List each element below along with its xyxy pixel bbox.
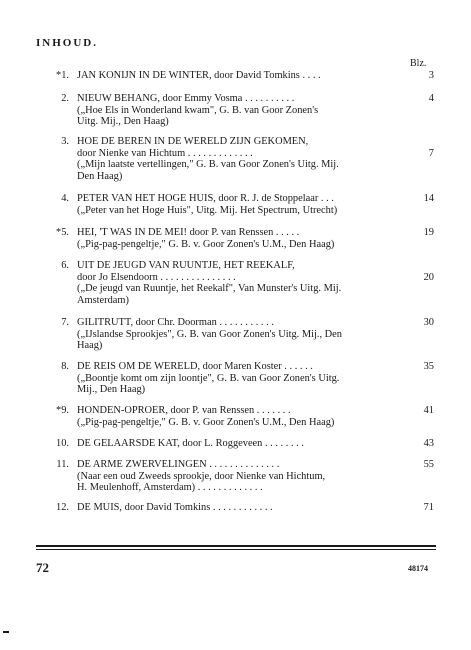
entry-line: („Hoe Els in Wonderland kwam", G. B. van Goor Zonen's bbox=[77, 104, 319, 116]
entry-text bbox=[77, 438, 399, 450]
entry-page-number: 71 bbox=[423, 502, 434, 513]
entry-number: 10. bbox=[56, 438, 69, 449]
footer-page-number: 72 bbox=[36, 560, 49, 575]
entry-line: UIT DE JEUGD VAN RUUNTJE, HET REEKALF, bbox=[77, 260, 295, 271]
entry-page-number: 4 bbox=[428, 93, 434, 104]
entry-line: Haag) bbox=[77, 340, 103, 352]
entry-text bbox=[77, 136, 399, 182]
entry-text bbox=[77, 70, 399, 82]
entry-text bbox=[77, 317, 399, 352]
entry-number: *5. bbox=[56, 227, 69, 238]
entry-line: („Boontje komt om zijn loontje", G. B. van Goor Zonen's Uitg. bbox=[77, 372, 340, 384]
entry-page-number: 14 bbox=[423, 193, 434, 204]
entry-number: 4. bbox=[61, 193, 69, 204]
entry-line: HOE DE BEREN IN DE WERELD ZIJN GEKOMEN, bbox=[77, 136, 309, 147]
footer-print-code: 48174 bbox=[408, 564, 428, 573]
entry-line: DE GELAARSDE KAT, door L. Roggeveen . . . . . . . . bbox=[77, 438, 304, 449]
entry-line: Amsterdam) bbox=[77, 294, 129, 306]
entry-text bbox=[77, 227, 399, 250]
entry-line: („Pig-pag-pengeltje," G. B. v. Goor Zonen's U.M., Den Haag) bbox=[77, 238, 335, 250]
entry-number: *9. bbox=[56, 405, 69, 416]
entry-page-number: 30 bbox=[423, 317, 434, 328]
entry-page-number: 43 bbox=[423, 438, 434, 449]
entry-page-number: 41 bbox=[423, 405, 434, 416]
entry-number: *1. bbox=[56, 70, 69, 81]
entry-page-number: 3 bbox=[428, 70, 434, 81]
entry-line: door Jo Elsendoorn . . . . . . . . . . . . . . . bbox=[77, 271, 236, 283]
entry-page-number: 7 bbox=[428, 147, 434, 159]
entry-page-number: 20 bbox=[423, 271, 434, 283]
entry-text bbox=[77, 93, 399, 128]
entry-number: 11. bbox=[56, 459, 69, 470]
entry-line: („Pig-pag-pengeltje," G. B. v. Goor Zonen's U.M., Den Haag) bbox=[77, 416, 335, 428]
entry-page-number: 35 bbox=[423, 361, 434, 372]
entry-text bbox=[77, 502, 399, 514]
entry-text bbox=[77, 193, 399, 216]
entry-page-number: 19 bbox=[423, 227, 434, 238]
entry-line: GILITRUTT, door Chr. Doorman . . . . . . . . . . . bbox=[77, 317, 274, 328]
footer-rule-thick bbox=[36, 545, 436, 547]
entry-line: DE ARME ZWERVELINGEN . . . . . . . . . . . . . . bbox=[77, 459, 280, 470]
entry-line: Den Haag) bbox=[77, 170, 123, 182]
entry-line: DE REIS OM DE WERELD, door Maren Koster . . . . . . bbox=[77, 361, 313, 372]
page-column-label: Blz. bbox=[410, 58, 427, 69]
contents-heading: INHOUD. bbox=[36, 37, 98, 49]
entry-line: Uitg. Mij., Den Haag) bbox=[77, 116, 169, 128]
margin-mark bbox=[3, 631, 9, 633]
footer-rule-thin bbox=[36, 549, 436, 550]
entry-number: 2. bbox=[61, 93, 69, 104]
entry-line: („IJslandse Sprookjes", G. B. van Goor Zonen's Uitg. Mij., Den bbox=[77, 328, 342, 340]
entry-line: H. Meulenhoff, Amsterdam) . . . . . . . . . . . . . bbox=[77, 482, 263, 494]
entry-line: NIEUW BEHANG, door Emmy Vosma . . . . . . . . . . bbox=[77, 93, 295, 104]
entry-number: 6. bbox=[61, 260, 69, 271]
entry-line: HEI, 'T WAS IN DE MEI! door P. van Renssen . . . . . bbox=[77, 227, 300, 238]
entry-number: 8. bbox=[61, 361, 69, 372]
entry-line: HONDEN-OPROER, door P. van Renssen . . . . . . . bbox=[77, 405, 291, 416]
entry-page-number: 55 bbox=[423, 459, 434, 470]
entry-number: 3. bbox=[61, 136, 69, 147]
entry-line: DE MUIS, door David Tomkins . . . . . . . . . . . . bbox=[77, 502, 273, 513]
entry-line: („Mijn laatste vertellingen," G. B. van Goor Zonen's Uitg. Mij. bbox=[77, 159, 339, 171]
entry-line: door Nienke van Hichtum . . . . . . . . . . . . . bbox=[77, 147, 253, 159]
entry-line: („Peter van het Hoge Huis", Uitg. Mij. Het Spectrum, Utrecht) bbox=[77, 204, 338, 216]
entry-line: (Naar een oud Zweeds sprookje, door Nienke van Hichtum, bbox=[77, 470, 326, 482]
entry-line: JAN KONIJN IN DE WINTER, door David Tomkins . . . . bbox=[77, 70, 321, 81]
entry-line: PETER VAN HET HOGE HUIS, door R. J. de Stoppelaar . . . bbox=[77, 193, 334, 204]
entry-text bbox=[77, 459, 399, 494]
entry-number: 7. bbox=[61, 317, 69, 328]
entry-text bbox=[77, 405, 399, 428]
entry-text bbox=[77, 260, 399, 306]
entry-line: („De jeugd van Ruuntje, het Reekalf", Van Munster's Uitg. Mij. bbox=[77, 283, 342, 295]
entry-text bbox=[77, 361, 399, 396]
entry-line: Mij., Den Haag) bbox=[77, 384, 146, 396]
entry-number: 12. bbox=[56, 502, 69, 513]
